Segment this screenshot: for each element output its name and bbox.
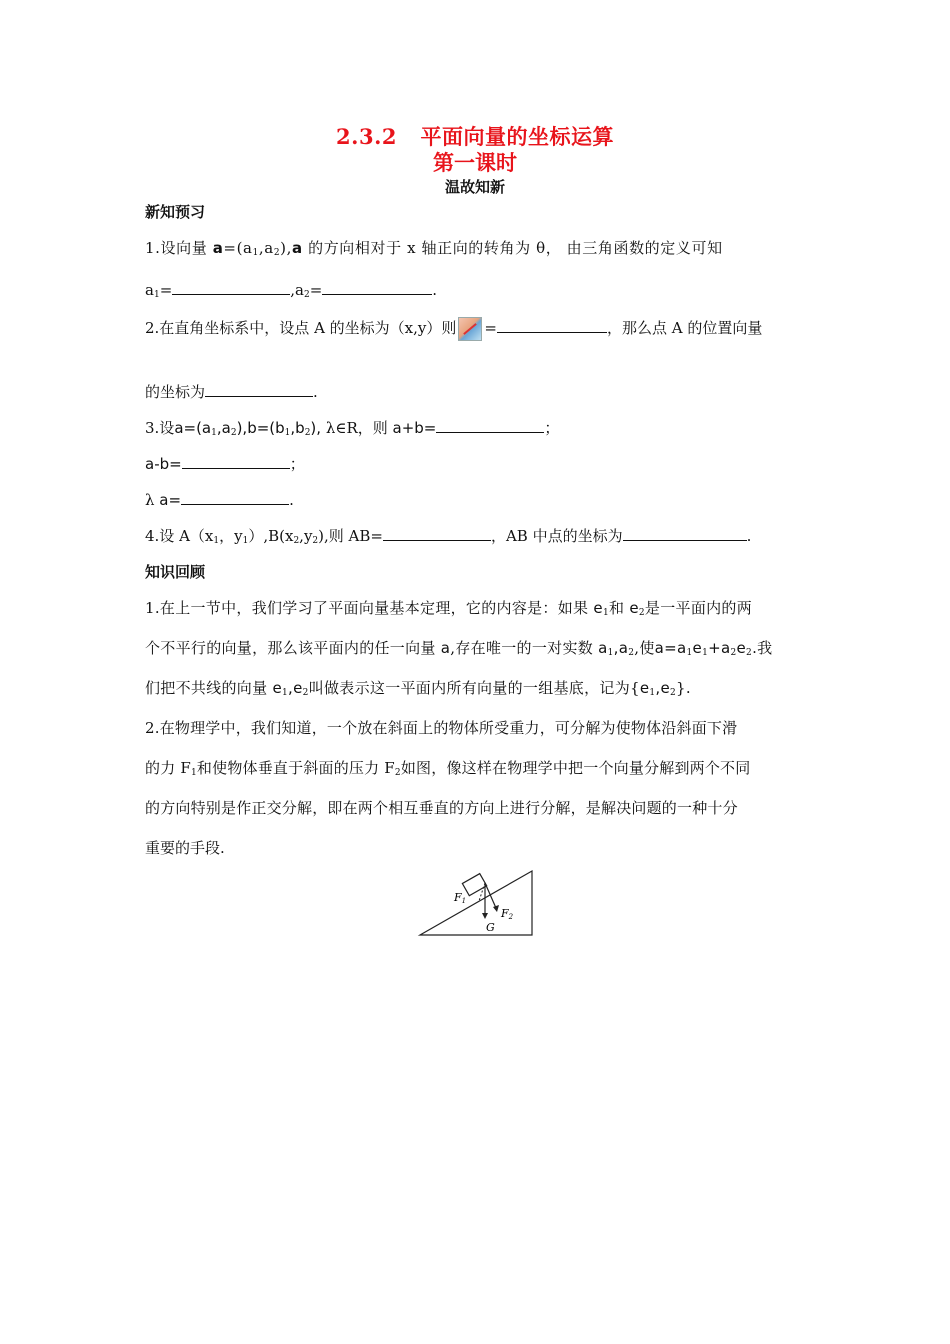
text: 是一平面内的两 (644, 599, 753, 617)
q3-prefix: 3.设 (145, 419, 175, 437)
review-p1-line3: 们把不共线的向量 $e_1,e_2$叫做表示这一平面内所有向量的一组基底，记为$\{e_1,e_2\}$. (145, 679, 691, 698)
review-p2-line3: 的方向特别是作正交分解，即在两个相互垂直的方向上进行分解，是解决问题的一种十分 (145, 799, 738, 817)
q3-end: . (289, 491, 294, 509)
q4-line (145, 526, 751, 546)
q1-eq: =(a (223, 239, 253, 257)
review-p2-line2 (145, 758, 750, 778)
q1-a1: a (145, 281, 154, 299)
sub: 2 (273, 248, 281, 258)
sub: 1 (252, 248, 259, 258)
text: ,使 (634, 639, 655, 657)
answer-blank[interactable] (205, 382, 313, 397)
q3-lambda-sym: λ (145, 491, 155, 509)
sub: 1 (602, 608, 609, 618)
text: }. (676, 679, 691, 697)
q1-close: ), (280, 239, 292, 257)
q3-scalar: a= (159, 491, 182, 509)
sub: 2 (394, 768, 401, 778)
text: 和 (608, 599, 625, 617)
sub: 1 (686, 648, 693, 658)
label-f2: F2 (501, 907, 514, 921)
sub: 1 (190, 768, 197, 778)
q3-sum: a+b= (392, 419, 437, 437)
sub: 1 (213, 536, 220, 546)
text: 和使物体垂直于斜面的压力 F (196, 759, 395, 777)
q4-end: . (746, 527, 752, 545)
q4-t5: ),则 AB= (318, 527, 383, 545)
sub: 1 (284, 428, 291, 438)
q3-line1: 3.设$a=(a_1,a_2),b=(b_1,b_2)$, λ∈R，则 a+b= ； (145, 419, 560, 438)
q4-t1: 4.设 A（x (145, 527, 214, 545)
text: .我 (752, 639, 773, 657)
answer-blank[interactable] (497, 318, 607, 333)
vector-e2: e (629, 599, 639, 617)
text: 如图，像这样在物理学中把一个向量分解到两个不同 (400, 759, 751, 777)
q4-t2: ，y (219, 527, 243, 545)
q1-line1 (145, 238, 807, 258)
review-p1-line1 (145, 598, 752, 618)
q1-vector-a2: a (292, 239, 303, 257)
sub: 2 (730, 648, 737, 658)
sub: 1 (211, 428, 217, 438)
vector-a: a (440, 639, 451, 657)
sub: 2 (638, 608, 645, 618)
review-p2-line4: 重要的手段. (145, 839, 225, 857)
answer-blank[interactable] (436, 418, 544, 433)
q3-semicolon: ； (289, 455, 305, 473)
q3-diff: a-b= (145, 455, 182, 473)
sub: 1 (282, 688, 289, 698)
arrowhead (482, 913, 488, 919)
q3-a-def: a=(a (174, 419, 212, 437)
answer-blank[interactable] (182, 454, 290, 469)
q3-line3 (145, 490, 294, 510)
broken-image-icon (458, 317, 482, 341)
q1-eq2: = (309, 281, 323, 299)
q2-text1: 2.在直角坐标系中，设点 A 的坐标为（x,y）则 (145, 319, 457, 337)
sub: 2 (670, 688, 677, 698)
answer-blank[interactable] (623, 526, 747, 541)
q1-comma: ,a (258, 239, 274, 257)
text: 们把不共线的向量 (145, 679, 268, 697)
q2-line2 (145, 382, 318, 402)
block (462, 874, 486, 896)
text: 的力 F (145, 759, 191, 777)
sub: 1 (153, 290, 160, 300)
answer-blank[interactable] (383, 526, 491, 541)
sub: 2 (312, 536, 319, 546)
title-number: 2.3.2 (336, 124, 398, 149)
sub: 2 (746, 648, 753, 658)
f2-arrow (485, 883, 496, 908)
q2-text2: ，那么点 A 的位置向量 (606, 319, 763, 337)
section-heading: 温故知新 (444, 178, 505, 196)
q1-vector-a: a (212, 239, 224, 257)
text: 1.在上一节中，我们学习了平面向量基本定理，它的内容是：如果 (145, 599, 589, 617)
text: 个不平行的向量，那么该平面内的任一向量 (145, 639, 436, 657)
preview-heading: 新知预习 (145, 203, 206, 221)
vector-e1: e (593, 599, 603, 617)
text: ,存在唯一的一对实数 (450, 639, 594, 657)
q1-a2: ,a (290, 281, 304, 299)
sub: 2 (304, 428, 311, 438)
arrowhead (493, 905, 499, 912)
q4-t6: ，AB 中点的坐标为 (490, 527, 623, 545)
page-title: 平面向量的坐标运算 (420, 124, 614, 149)
review-heading: 知识回顾 (145, 563, 206, 581)
label-f1: F1 (454, 891, 467, 905)
q2-line1 (145, 317, 762, 341)
sub: 2 (230, 428, 237, 438)
answer-blank[interactable] (322, 280, 432, 295)
sub: 2 (303, 290, 310, 300)
q3-lambda: λ∈R，则 (325, 419, 388, 437)
q3-semicolon: ； (544, 419, 560, 437)
sub: 2 (628, 648, 635, 658)
sub: 1 (607, 648, 614, 658)
sub: 1 (702, 648, 709, 658)
q3-b-def: b=(b (247, 419, 285, 437)
review-p1-line2: 个不平行的向量，那么该平面内的任一向量 a,存在唯一的一对实数 $a_1,a_2$,使$a=a_1e_1+a_2e_2$.我 (145, 639, 773, 658)
title-line (0, 124, 950, 150)
q1-end: . (432, 281, 438, 299)
q2-line2-text: 的坐标为 (145, 383, 206, 401)
q2-end: . (313, 383, 318, 401)
label-g: G (486, 921, 495, 934)
sub: 2 (302, 688, 309, 698)
sub: 1 (649, 688, 656, 698)
incline-figure (415, 865, 540, 940)
q1-eq1: = (159, 281, 173, 299)
q1-line2 (145, 280, 437, 300)
scalar-a: a (598, 639, 608, 657)
q3-line2 (145, 454, 305, 474)
sub: 2 (293, 536, 300, 546)
formula: a=a (654, 639, 687, 657)
review-p2-line1: 2.在物理学中，我们知道，一个放在斜面上的物体所受重力，可分解为使物体沿斜面下滑 (145, 719, 738, 737)
q1-rest: 的方向相对于 x 轴正向的转角为 θ， 由三角函数的定义可知 (308, 239, 723, 257)
page-subtitle: 第一课时 (433, 150, 517, 175)
q2-eq: = (484, 319, 497, 337)
sub: 1 (242, 536, 249, 546)
answer-blank[interactable] (181, 490, 289, 505)
text: 叫做表示这一平面内所有向量的一组基底，记为{ (308, 679, 640, 697)
answer-blank[interactable] (172, 280, 290, 295)
q1-prefix: 1.设向量 (145, 239, 208, 257)
q4-t3: ）,B(x (248, 527, 294, 545)
q4-t4: ,y (299, 527, 313, 545)
